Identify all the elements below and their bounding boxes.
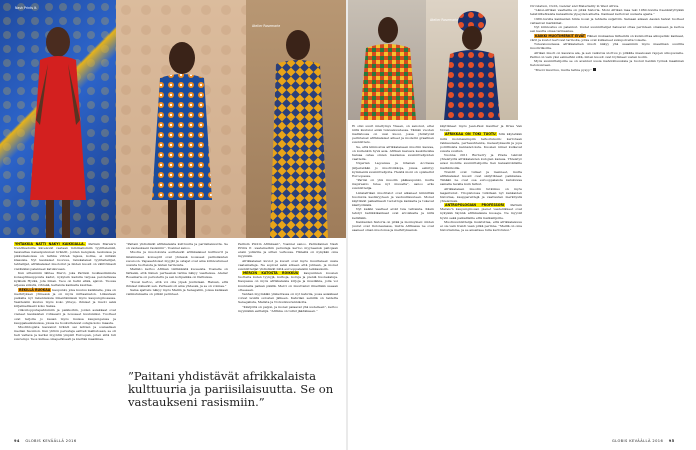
text-column: Ei olisi suuri mieltymys Ylseen, on sanonut, ettei niitä kuuluisi enää tulevaisuudessa. Tämän vuoden mallistossa on uusi kuosi, jossa yhdistyvät perinteiset afrikkalaiset aiheet ja moderni graafinen suunnittelu. Se, että kiinnostus afrikkalaiseen muotiin kasvaa, on kuitenkin hyvä asia. Afrikan kasvava keskiluokka haluaa ostaa omien maidensa suunnittelijoiden vaatteita. Nigerian Lagosissa ja Ghanan Accrassa järjestetään jo muotiviikkoja, joissa esiintyy kymmeniä suunnittelijoita. Heistä moni on opiskellut Euroopassa. ”Pariisi on yhä muodin pääkaupunki, mutta inspiraatio tulee nyt muualta”, sanoo eräs suunnittelija. Länsiafrikan muotitalot ovat alkaneet kiinnittää huomiota kestävyyteen ja vastuullisuuteen. Monet käyttävät paikallisesti tuotettuja kankaita ja tukevat käsityöläisiä. Nyt kaikki vaatteet eivät tule tehtaista. Käsin tehdyt batiikkikankaat ovat arvokkaita ja niitä kerätään. Kankaiden historia on pitkä ja monisyinen: niiden juuret ovat Indonesiassa, mutta Afrikassa ne ovat saaneet oman muotonsa ja merkityksensä. [352, 124, 434, 233]
highlight-lead: AFRIKKAA ON TOKI TUOTU [445, 132, 496, 137]
model-figure-red [0, 0, 116, 238]
fashion-photo-yellow-print [246, 0, 346, 238]
text-column: YHTÄKKIÄ NÄTTI NÄKYI KAIKKIALLA. Pariisin Marais'n trendikaduilla kävelevät vastaan minimalismiin tyylittelemät, tasavaltaa naisenpukuiset brändit, joiden kengissä, laukuissa ja pikkumekoissa on tarkka vihreä rajaus, kolme, ei mitään klassisia. Nyt kaukaiset luovuus, ranskalaiset tyylitaiteilijat, tehtailijat, afrikkalaiset muotoilut ja niiden kuosit on välittömasti vietäväksi palanneet katukuvaan. Kun sittemmin lähtee Merci, joka Pariisin luokkasimmista konseptikauppoista kadut, nykyisin kadulla tarjoaa peloteltavaa kyläisiä Hyvää, jota ilman. Teos on hetki ehkä, ajaton. Tuossa arjessa sinistä, vihreää, keltaista kankaita kauttaa. REKILLÄ RUOKAA kaupunki, joka kuuluu kaikkialle, joka on merkityksen ytimessä ja on myös mittaamaton. Liikeidean paikalla nyt rakennuksia ilmentämässä myös kaupunginosassa. Vaatteisiin kuuluu myös koko yhteys, ihmiset ja muoti sekä kirjaimellisesti koko Saksa. viikonlopputapahtumiin ja paikkoihin, joiden asiakkaat ovat vieneet kaukaisten rohkeasti ja nousseet kuuluisiksi. Tuotteet ovat tarjolla jo kauan myös muissa kaupungeissa ja kauppakeskuksissa, joissa ne houkuttelevat ostajia koko maasta. Muotiblogista kasvanut brändi sai lehtien ja sosiaalisen median huomion. Kun yhtiön perustaja esitteli mallistoaan, se oli heti valtava ja keräsi myyntiä ympäri Euroopan, joten siitä tuli suurempi. Teos kulkee omaperäisesti ja kiertää maailmaa. [14, 242, 116, 342]
highlight-lead: REKILLÄ RUOKAA [19, 287, 51, 292]
magazine-issue: GLOBIS KEVÄÄLLÄ 2016 [25, 439, 77, 443]
model-figure-print [116, 0, 246, 238]
text-column: käyttäneet myös Jean-Paul Gaultier ja Dries Van Noten. AFRIKKAA ON TOKI TUOTU Sitä käytetään mitä moninaisimpiin tarkoituksiin: kerrotaan rakkaudesta, perhesuhteista, menestyksestä ja jopa poliittisista kannanotoista. Kuosien nimet kulkevat suusta suuhun. Vuonna 2011 Burberry ja Prada tekivät yhteistyötä afrikkalaisten kutojien kanssa. Yhteistyö avasi monille suunnittelijoille tien kansainvälisille markkinoille. Trendit ovat tulleet ja menneet, mutta afrikkalaiset kuosit ovat säilyttäneet paikkansa. Tänään ne ovat osa eurooppalaista katukuvaa samalla tavalla kuin farkut. Afrikkalaisen muodin tutkimus on myös laajentunut. Yliopistoissa tutkitaan nyt kankaiden historiaa, kauppareittejä ja vaatteiden merkitystä yhteisöissä. ANTROPOLOGIAN PROFESSORI Pariisin Marais'n kaupunginosan pienet vaateliikkeet ovat nykyään täynnä afrikkalaisia kuoseja. Ne myyvät hyvin sekä paikallisille että matkailijoille. Muotisuunnittelija muistuttaa, että afrikkalaisuus ei ole vain trendi vaan pitkä perinne. ”Meillä on oma historiamme, ja se ansaitsee tulla kerrotuksi.” [440, 124, 522, 233]
footer-right [612, 439, 675, 443]
photo-caption: Nash Prints It. [15, 6, 38, 10]
footer-left [14, 439, 77, 443]
text-column: Circulation, Cloth, Gender and Materiality in West Africa. ”Länsi-Afrikan vaatteilla on pitkä historia. Moni Afrikan maa teki 1960-luvulla itsenäistyttyään tekstiilitehtaista kansallista ylpeyden aihetta. Kankaat kertoivat uudesta ajasta.” 1980-luvulla kankaiden hinta nousi ja tehtaita suljettiin. Samaan aikaan Aasian halvat tuotteet valtasivat markkinat. Nyt kiinnostus on palannut. Uudet suunnittelijat haluavat ottaa perinteen omakseen ja kertoa sen kautta omaa tarinaansa. KAIKKI MUOTIMERKIT EIVÄT Hänen mukaansa tärkeintä on kunnioittaa alkuperää: kankaat, värit ja kuviot kertovat tarinoita, jotka ovat kulkeneet sukupolvelta toiselle. Tulevaisuudessa afrikkalainen muoti näkyy yhä useammin myös maailman suurilla muotiviikoilla. Afrikan muoti on kasvava ala, ja sen vaikutus ulottuu jo pitkälle maanosan rajojen ulkopuolelle. Pariisi on vain yksi esimerkki siitä, miten kuosit ovat löytäneet uuden kodin. Myös suunnittelijoille se on avannut uusia mahdollisuuksia ja tuonut heidän työnsä maailman tietoisuuteen. ”Muoti muuttuu, mutta tarina pysyy.” [530, 4, 684, 72]
magazine-issue: GLOBIS KEVÄÄLLÄ 2016 [612, 439, 664, 443]
model-figure-yellow [246, 0, 346, 238]
highlight-lead: YHTÄKKIÄ NÄTTI NÄKYI KAIKKIALLA. [15, 242, 85, 246]
photo-caption: Atelier Rosemarie [430, 18, 459, 22]
text-column: Pariisin Pilotin Afrikkaan”, Yoannel sanoo. Pariisilainen Nash Prints It -vaatemerkin perustaja kertoo myyneensä paitojaan ensin ystäville ja sitten verkossa. Hänellä on nykyään oma myymälä. Afrikkalaiset kuviot ja kuosit ovat myös muuttaneet uusia vaatemalleja. Ne sopivat sekä arkeen että juhlaan, ja monet suunnittelijat yhdistävät niitä eurooppalaisiin leikkauksiin. MERCIN KATOSTA ROIKKUU kaupunkien kuosien tuotteita kuten tyynyjä, kulhoja, koruja ja pieniä huonekaluja. Kaupassa on myös afrikkalaisia kirjoja ja musiikkia, joita voi kuunnella paikan päällä. Merci on muuttanut ilmettään useaan otteeseen. Vanhan myymälän yläkerrassa on nyt kahvila, jossa asiakkaat voivat levätä ostosten jälkeen. Kahvilan seinillä on taidetta Senegalista, Malista ja Norsunluurannikolta. ”Kävijöitä on paljon, ja monet palaavat yhä uudelleen”, kertoo myymälän esittelijä. ”Afrikka on tullut jäädäkseen.” [238, 242, 338, 313]
page-number: 95 [668, 439, 675, 443]
photo-caption: Atelier Rosemarie [252, 24, 281, 28]
text-column: ”Paitani yhdistävät afrikkalaista kulttuuria ja pariisilaisuutta. Se on vastaukseni rasismiin”, Yoannel sanoo. Muotia ja muotokuvia esittelevät afrikkalaiset kulttuurit ja länsimaisen konseptit ovat yhdessä nousseet pariisilaisten suosioon. Vapaaehtoiset myyjät ja ostajat ovat aina kiinnostuneet uusista tuotteista ja niiden tarinoista. Mallisto kertoo Afrikan värikkäistä kuoseista. Yoanelle on tärkeää, että hänen perheensä tarina näkyy vaatteissa. Atelier Rosemarie on perustettu ja sen kotipaikka on Pariisissa. ”Kuosi kertoo, että voi olla ylpeä juuristaan. Haluan, että ihmiset näkevät sen. Perheeni oli aina yhdessä, ja se on voimaa.” Sama ajattelu näkyy myös Maliin ja Senegaliin, joissa kankaan valmistuksella on pitkät perinteet. [126, 242, 228, 297]
end-mark [593, 68, 596, 71]
fashion-photo-red-dress [0, 0, 116, 238]
highlight-lead: MERCIN KATOSTA ROIKKUU [243, 271, 299, 276]
model-figure-jacket [348, 0, 426, 120]
fashion-photo-blue-print [116, 0, 246, 238]
fashion-photo-headwrap [426, 0, 518, 120]
highlight-lead: KAIKKI MUOTIMERKIT EIVÄT [535, 33, 585, 38]
fashion-photo-kente-jacket [348, 0, 426, 120]
pull-quote: ”Paitani yhdistävät afrikkalaista kulttuuria ja pariisilaisuutta. Se on vastaukseni rasismiin.” [128, 369, 334, 409]
highlight-lead: ANTROPOLOGIAN PROFESSORI [445, 203, 505, 208]
page-number: 94 [14, 439, 20, 443]
page-gutter [346, 0, 348, 450]
